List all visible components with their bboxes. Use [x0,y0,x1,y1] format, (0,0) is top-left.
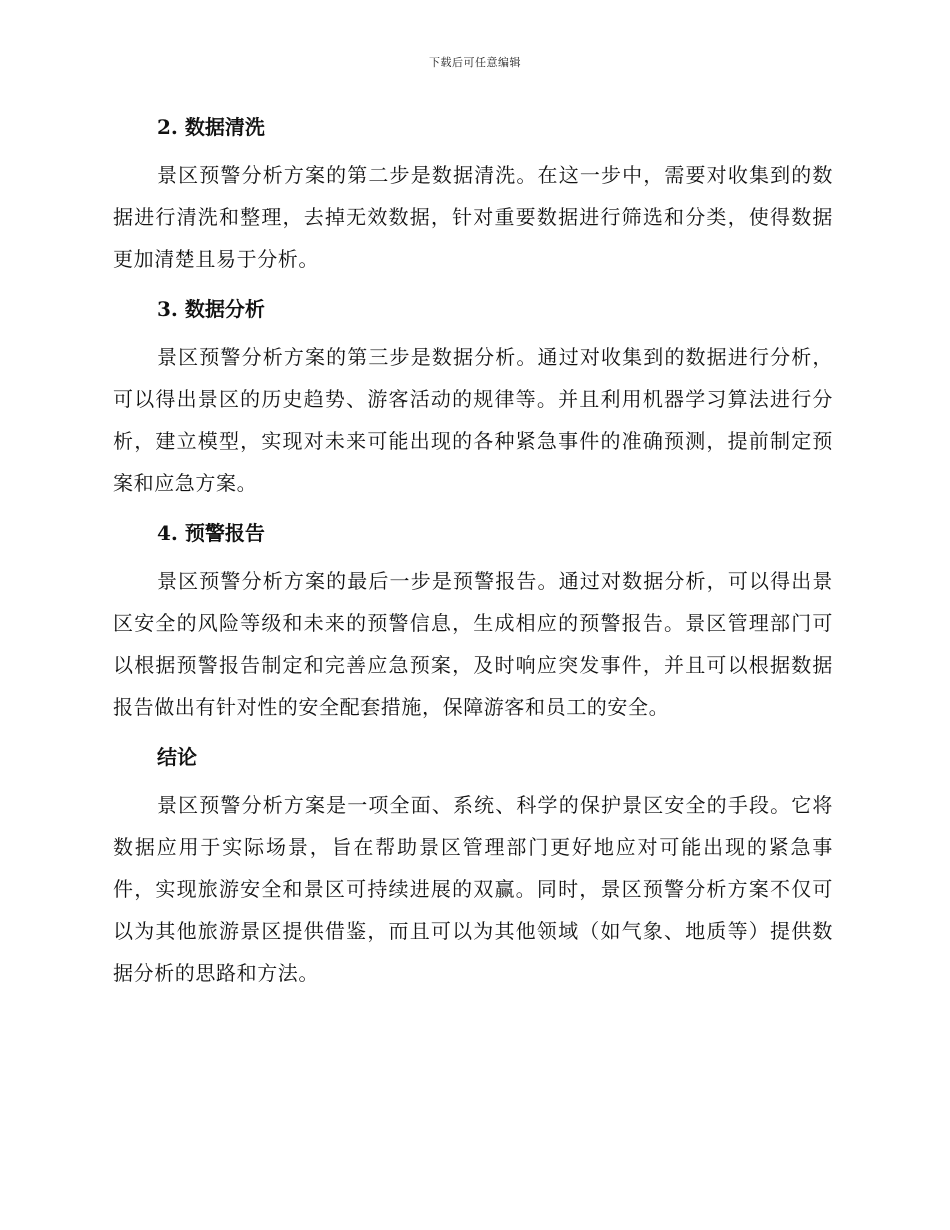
document-body [113,112,833,994]
section-heading: 3. 数据分析 [157,297,265,321]
section-paragraph: 景区预警分析方案是一项全面、系统、科学的保护景区安全的手段。它将数据应用于实际场景，旨在帮助景区管理部门更好地应对可能出现的紧急事件，实现旅游安全和景区可持续进展的双赢。同时，景区预警分析方案不仅可以为其他旅游景区提供借鉴，而且可以为其他领域（如气象、地质等）提供数据分析的思路和方法。 [113,793,833,985]
section-heading: 结论 [157,745,197,769]
section-paragraph: 景区预警分析方案的第二步是数据清洗。在这一步中，需要对收集到的数据进行清洗和整理，去掉无效数据，针对重要数据进行筛选和分类，使得数据更加清楚且易于分析。 [113,163,833,271]
section-conclusion [113,742,833,994]
section-data-analysis [113,294,833,518]
section-warning-report [113,518,833,742]
section-paragraph: 景区预警分析方案的最后一步是预警报告。通过对数据分析，可以得出景区安全的风险等级和未来的预警信息，生成相应的预警报告。景区管理部门可以根据预警报告制定和完善应急预案，及时响应突发事件，并且可以根据数据报告做出有针对性的安全配套措施，保障游客和员工的安全。 [113,569,833,719]
section-paragraph: 景区预警分析方案的第三步是数据分析。通过对收集到的数据进行分析，可以得出景区的历史趋势、游客活动的规律等。并且利用机器学习算法进行分析，建立模型，实现对未来可能出现的各种紧急事件的准确预测，提前制定预案和应急方案。 [113,345,833,495]
section-heading: 2. 数据清洗 [157,115,265,139]
section-heading: 4. 预警报告 [157,521,265,545]
section-data-cleaning [113,112,833,294]
header-note: 下载后可任意编辑 [429,56,521,69]
